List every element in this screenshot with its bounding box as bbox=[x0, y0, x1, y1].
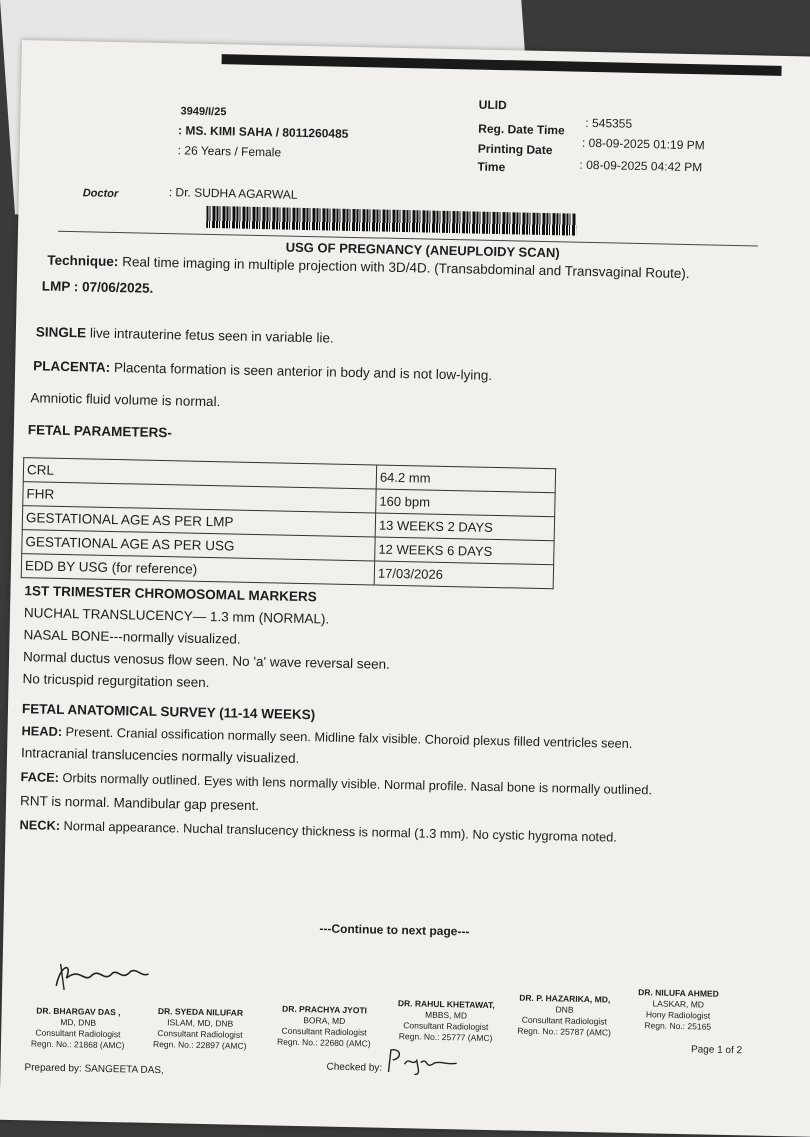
doctor-3 bbox=[277, 1004, 371, 1050]
doctor-2 bbox=[153, 1006, 247, 1052]
param-label: GESTATIONAL AGE AS PER LMP bbox=[22, 506, 375, 537]
marker-line: Normal ductus venosus flow seen. No 'a' wave reversal seen. bbox=[22, 649, 390, 672]
signature-bhargav bbox=[50, 956, 161, 998]
top-band bbox=[222, 54, 782, 76]
anatomical-survey-heading: FETAL ANATOMICAL SURVEY (11-14 WEEKS) bbox=[21, 701, 316, 723]
doctor-degree: ISLAM, MD, DNB bbox=[167, 1017, 234, 1029]
param-value: 160 bpm bbox=[376, 489, 555, 517]
doctor-degree: BORA, MD bbox=[303, 1015, 346, 1026]
technique-text: Real time imaging in multiple projection with 3D/4D. (Transabdominal and Transvaginal Route). bbox=[122, 254, 690, 282]
doctor-degree: LASKAR, MD bbox=[652, 998, 705, 1010]
ulid-label: ULID bbox=[478, 97, 507, 113]
head-label: HEAD: bbox=[21, 723, 63, 739]
marker-line: NASAL BONE---normally visualized. bbox=[23, 627, 241, 647]
single-fetus-line bbox=[36, 324, 334, 345]
placenta-text: Placenta formation is seen anterior in body and is not low-lying. bbox=[113, 359, 493, 383]
fetal-parameters-heading: FETAL PARAMETERS- bbox=[27, 422, 172, 441]
param-value: 12 WEEKS 6 DAYS bbox=[375, 537, 554, 565]
param-label: GESTATIONAL AGE AS PER USG bbox=[22, 530, 375, 561]
face-text: Orbits normally outlined. Eyes with lens normally visible. Normal profile. Nasal bone is normally outlined. bbox=[62, 770, 653, 798]
markers-heading: 1ST TRIMESTER CHROMOSOMAL MARKERS bbox=[24, 583, 317, 605]
doctor-role: Consultant Radiologist bbox=[35, 1027, 121, 1040]
page-number: Page 1 of 2 bbox=[690, 1044, 743, 1057]
doctor-degree: MD, DNB bbox=[60, 1017, 97, 1028]
param-label: CRL bbox=[23, 458, 376, 489]
head-line-2: Intracranial translucencies normally visualized. bbox=[20, 745, 300, 766]
technique-line bbox=[47, 253, 689, 281]
patient-name: : MS. KIMI SAHA / 8011260485 bbox=[177, 123, 349, 141]
neck-text: Normal appearance. Nuchal translucency thickness is normal (1.3 mm). No cystic hygroma noted. bbox=[63, 818, 618, 845]
doctor-4 bbox=[397, 998, 495, 1044]
printing-date-label: Printing Date bbox=[477, 141, 553, 158]
lmp: LMP : 07/06/2025. bbox=[41, 278, 154, 296]
doctor-label: Doctor bbox=[82, 187, 119, 201]
param-label: FHR bbox=[23, 482, 376, 513]
doctor-role: Consultant Radiologist bbox=[403, 1020, 489, 1032]
doctor-name: DR. RAHUL KHETAWAT, bbox=[397, 998, 495, 1011]
doctor-regn: Regn. No.: 25787 (AMC) bbox=[517, 1025, 611, 1038]
doctor-degree: DNB bbox=[555, 1004, 574, 1015]
doctor-regn: Regn. No.: 25777 (AMC) bbox=[398, 1031, 493, 1044]
doctor-6 bbox=[637, 987, 718, 1033]
report-title: USG OF PREGNANCY (ANEUPLOIDY SCAN) bbox=[285, 239, 560, 261]
param-value: 13 WEEKS 2 DAYS bbox=[375, 513, 554, 541]
doctor-name: DR. PRACHYA JYOTI bbox=[282, 1003, 368, 1016]
face-line-2: RNT is normal. Mandibular gap present. bbox=[19, 793, 260, 814]
doctor-name: DR. BHARGAV DAS , bbox=[36, 1005, 121, 1018]
face-line bbox=[20, 769, 652, 797]
doctor-regn: Regn. No.: 22897 (AMC) bbox=[152, 1038, 247, 1051]
doctor-degree: MBBS, MD bbox=[424, 1009, 468, 1021]
printing-time-label: Time bbox=[477, 159, 506, 175]
doctor-5 bbox=[517, 993, 611, 1039]
placenta-label: PLACENTA: bbox=[33, 358, 111, 375]
fetal-parameters-table bbox=[21, 457, 556, 589]
checked-by: Checked by: bbox=[326, 1061, 383, 1074]
doctor-role: Consultant Radiologist bbox=[281, 1025, 367, 1038]
referring-doctor: : Dr. SUDHA AGARWAL bbox=[168, 185, 298, 202]
doctor-role: Consultant Radiologist bbox=[157, 1028, 243, 1040]
doctor-name: DR. SYEDA NILUFAR bbox=[157, 1006, 244, 1018]
face-label: FACE: bbox=[20, 769, 60, 785]
doctor-role: Consultant Radiologist bbox=[521, 1014, 607, 1027]
single-label: SINGLE bbox=[35, 324, 87, 341]
reg-date-label: Reg. Date Time bbox=[478, 121, 565, 138]
printing-date-value: : 08-09-2025 04:42 PM bbox=[579, 157, 703, 175]
barcode bbox=[206, 206, 576, 236]
param-value: 17/03/2026 bbox=[374, 561, 553, 589]
neck-line bbox=[19, 817, 617, 845]
param-label: EDD BY USG (for reference) bbox=[21, 554, 374, 585]
neck-label: NECK: bbox=[19, 817, 61, 833]
doctor-1 bbox=[31, 1005, 125, 1051]
doctor-regn: Regn. No.: 25165 bbox=[644, 1020, 712, 1032]
doctor-role: Hony Radiologist bbox=[645, 1009, 711, 1021]
amniotic-fluid: Amniotic fluid volume is normal. bbox=[30, 390, 221, 410]
doctor-name: DR. NILUFA AHMED bbox=[638, 987, 719, 999]
patient-id: 3949/I/25 bbox=[180, 105, 227, 119]
technique-label: Technique: bbox=[47, 252, 119, 270]
patient-age-sex: : 26 Years / Female bbox=[177, 143, 282, 160]
placenta-line bbox=[33, 358, 492, 383]
prepared-by: Prepared by: SANGEETA DAS, bbox=[24, 1062, 164, 1077]
continue-note: ---Continue to next page--- bbox=[319, 921, 470, 939]
doctor-name: DR. P. HAZARIKA, MD, bbox=[519, 992, 611, 1005]
signature-checker bbox=[384, 1046, 465, 1078]
marker-line: NUCHAL TRANSLUCENCY— 1.3 mm (NORMAL). bbox=[23, 605, 330, 627]
param-value: 64.2 mm bbox=[376, 465, 555, 493]
reg-date-value: : 08-09-2025 01:19 PM bbox=[581, 135, 705, 153]
single-text: live intrauterine fetus seen in variable lie. bbox=[89, 325, 334, 346]
doctor-regn: Regn. No.: 21868 (AMC) bbox=[30, 1038, 125, 1051]
head-text: Present. Cranial ossification normally seen. Midline falx visible. Choroid plexus filled ventricles seen. bbox=[65, 724, 633, 751]
marker-line: No tricuspid regurgitation seen. bbox=[22, 671, 210, 691]
ulid-value: : 545355 bbox=[585, 115, 633, 131]
doctor-regn: Regn. No.: 22680 (AMC) bbox=[276, 1036, 371, 1049]
report-page bbox=[0, 40, 810, 1137]
